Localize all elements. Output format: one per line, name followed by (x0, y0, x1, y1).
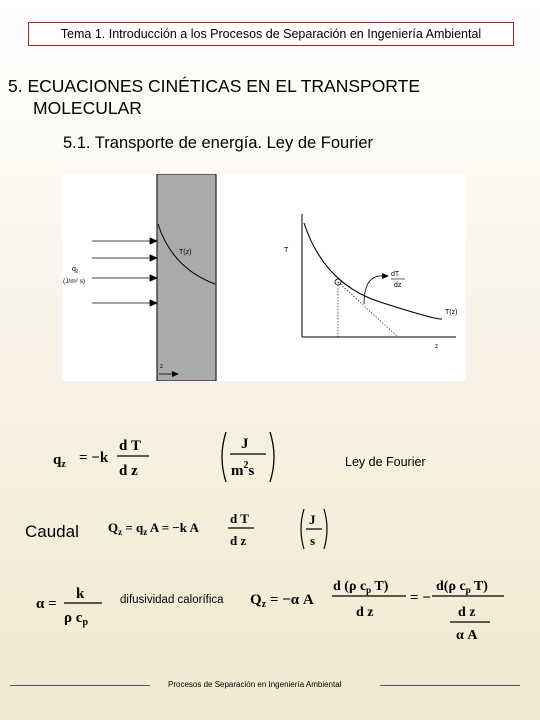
svg-text:d T: d T (230, 511, 249, 526)
caudal-label: Caudal (25, 522, 79, 541)
footer-rule-left (10, 685, 150, 686)
svg-text:s: s (310, 533, 316, 548)
svg-text:k: k (76, 586, 85, 602)
fourier-law-label: Ley de Fourier (345, 455, 426, 469)
section-heading-cont: MOLECULAR (33, 98, 142, 118)
wall-curve-label: T(z) (179, 249, 192, 256)
svg-text:Qz = qz A = −k A: $Q_z = q_z$ A = −k A (108, 520, 199, 537)
fourier-units (218, 430, 278, 484)
svg-text:= −k: = −k (79, 450, 109, 466)
alpha-definition (36, 582, 106, 628)
svg-text:d z: d z (230, 533, 247, 548)
svg-text:qz: $q_z$ (53, 452, 66, 470)
svg-text:Qz = −α A: $Q_z = -\alpha$ A (250, 592, 314, 610)
caudal-equation (108, 510, 258, 552)
alpha-description: difusividad calorífica (120, 594, 224, 606)
graph-curve-label: T(z) (445, 309, 458, 316)
svg-text:d z: d z (356, 605, 374, 620)
caudal-alpha-equation (250, 572, 512, 644)
header-title: Tema 1. Introducción a los Procesos de Separación en Ingeniería Ambiental (28, 22, 514, 46)
svg-text:d(ρ cp T): d(ρ $c_p$ T) (436, 579, 488, 595)
fourier-figure (62, 174, 466, 381)
footer-rule-right (380, 685, 520, 686)
flux-label: $q_z$ (72, 266, 79, 275)
svg-text:= −: = − (410, 590, 431, 606)
tangent-slope-denominator: dz (394, 282, 402, 289)
svg-text:d z: d z (458, 605, 476, 620)
svg-text:α =: α = (36, 596, 57, 612)
flux-units: (J/m² s) (63, 278, 86, 285)
svg-text:d T: d T (119, 438, 141, 454)
subsection-heading: 5.1. Transporte de energía. Ley de Fourier (63, 134, 374, 152)
tangent-slope-numerator: dT (391, 271, 400, 278)
svg-text:m2s: $m^2s$ (231, 460, 255, 479)
heat-flux-arrows (92, 238, 157, 306)
graph-x-label: z (435, 344, 438, 350)
wall-z-axis-label: z (160, 364, 163, 370)
svg-text:ρ cp: ρ $c_p$ (64, 610, 88, 628)
svg-text:d (ρ cp T): d (ρ $c_p$ T) (333, 579, 389, 595)
svg-text:J: J (309, 512, 316, 527)
caudal-units (298, 508, 330, 550)
section-heading: 5. ECUACIONES CINÉTICAS EN EL TRANSPORTE (8, 76, 420, 96)
graph-temperature-curve (304, 223, 442, 319)
svg-text:d z: d z (119, 463, 138, 479)
svg-text:α A: α A (456, 628, 478, 643)
svg-text:J: J (241, 436, 249, 452)
wall (157, 174, 216, 381)
graph-y-label: T (284, 247, 289, 254)
fourier-equation (53, 433, 163, 481)
footer-text: Procesos de Separación en Ingeniería Ambiental (168, 680, 342, 689)
